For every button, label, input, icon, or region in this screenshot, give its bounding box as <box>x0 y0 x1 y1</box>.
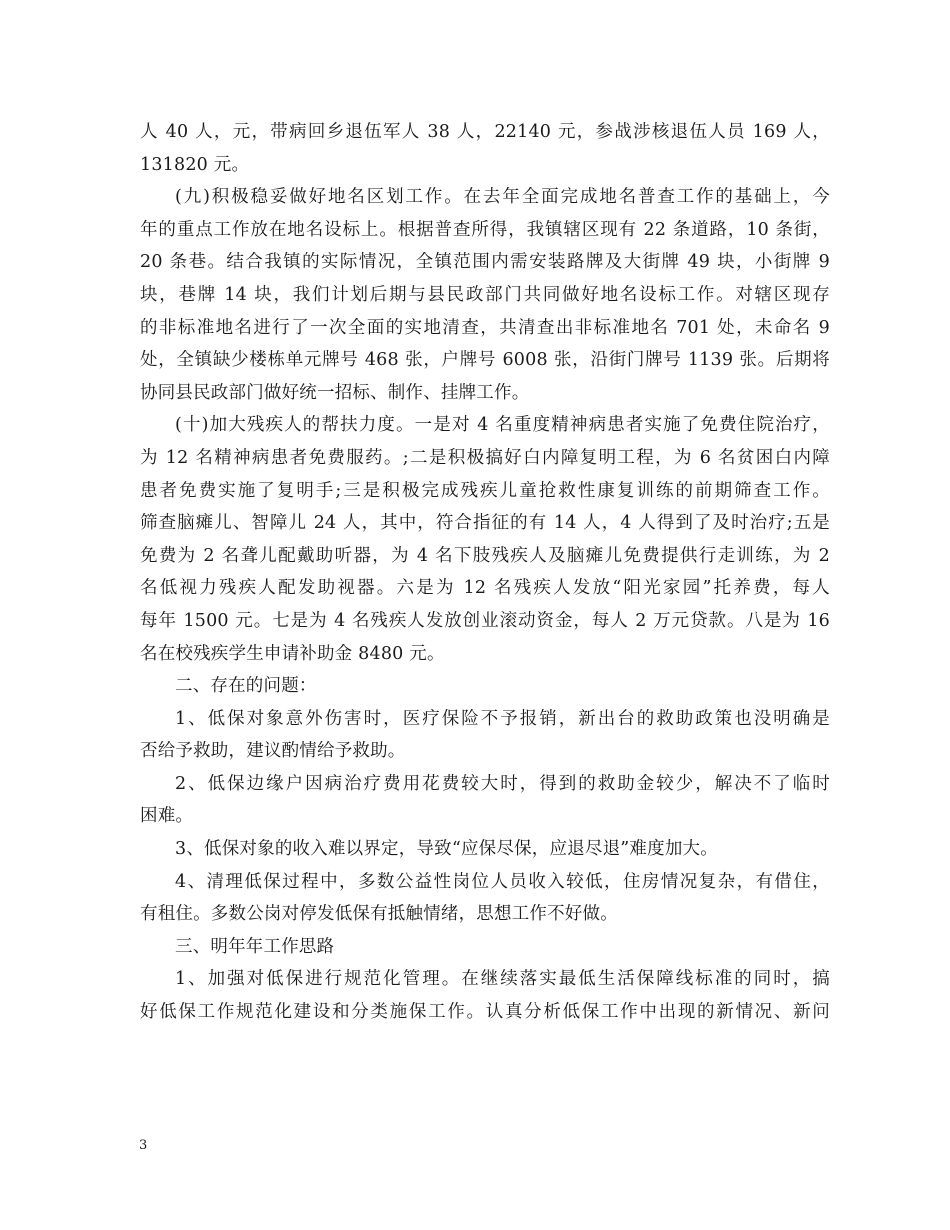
text-line: 患者免费实施了复明手;三是积极完成残疾儿童抢救性康复训练的前期筛查工作。 <box>140 480 830 501</box>
text-line: (九)积极稳妥做好地名区划工作。在去年全面完成地名普查工作的基础上，今 <box>175 187 830 208</box>
para-nine <box>140 181 830 409</box>
text-line: 131820 元。 <box>140 154 250 175</box>
text-line: 4、清理低保过程中，多数公益性岗位人员收入较低，住房情况复杂，有借住， <box>175 871 830 892</box>
text-line: 人 40 人，元，带病回乡退伍军人 38 人，22140 元，参战涉核退伍人员 169 人， <box>140 122 830 142</box>
text-line: 筛查脑瘫儿、智障儿 24 人，其中，符合指征的有 14 人，4 人得到了及时治疗;五是 <box>140 513 830 534</box>
para-ten <box>140 409 830 670</box>
page-number: 3 <box>139 1138 148 1153</box>
text-line: 困难。 <box>140 806 194 827</box>
text-line: 名低视力残疾人配发助视器。六是为 12 名残疾人发放“阳光家园”托养费，每人 <box>140 578 830 599</box>
text-line: 的非标准地名进行了一次全面的实地清查，共清查出非标准地名 701 处，未命名 9 <box>140 317 830 338</box>
para-problem-4 <box>140 866 830 931</box>
text-line: 三、明年年工作思路 <box>175 936 335 957</box>
text-line: 20 条巷。结合我镇的实际情况，全镇范围内需安装路牌及大街牌 49 块，小街牌 9 <box>140 252 830 273</box>
heading-next-year <box>140 931 830 964</box>
para-problem-2 <box>140 768 830 833</box>
text-line: 为 12 名精神病患者免费服药。;二是积极搞好白内障复明工程，为 6 名贫困白内障 <box>140 447 830 468</box>
para-problem-3 <box>140 833 830 866</box>
text-line: 1、加强对低保进行规范化管理。在继续落实最低生活保障线标准的同时，搞 <box>175 969 830 990</box>
para-problem-1 <box>140 703 830 768</box>
text-line: 协同县民政部门做好统一招标、制作、挂牌工作。 <box>140 382 530 403</box>
para-plan-1 <box>140 963 830 1028</box>
text-line: 二、存在的问题： <box>175 676 317 697</box>
heading-problems <box>140 670 830 703</box>
para-continuation <box>140 116 830 181</box>
text-line: 1、低保对象意外伤害时，医疗保险不予报销，新出台的救助政策也没明确是 <box>175 708 830 729</box>
document-body <box>140 116 830 1029</box>
text-line: 年的重点工作放在地名设标上。根据普查所得，我镇辖区现有 22 条道路，10 条街， <box>140 219 830 240</box>
text-line: 每年 1500 元。七是为 4 名残疾人发放创业滚动资金，每人 2 万元贷款。八是为 16 <box>140 610 830 631</box>
text-line: 2、低保边缘户因病治疗费用花费较大时，得到的救助金较少，解决不了临时 <box>175 773 830 794</box>
text-line: 块，巷牌 14 块，我们计划后期与县民政部门共同做好地名设标工作。对辖区现存 <box>140 284 830 305</box>
text-line: 有租住。多数公岗对停发低保有抵触情绪，思想工作不好做。 <box>140 904 618 925</box>
text-line: 名在校残疾学生申请补助金 8480 元。 <box>140 643 445 664</box>
text-line: 否给予救助，建议酌情给予救助。 <box>140 741 406 762</box>
text-line: 好低保工作规范化建设和分类施保工作。认真分析低保工作中出现的新情况、新问 <box>140 1002 830 1023</box>
text-line: 3、低保对象的收入难以界定，导致“应保尽保，应退尽退”难度加大。 <box>175 839 718 860</box>
text-line: 处，全镇缺少楼栋单元牌号 468 张，户牌号 6008 张，沿街门牌号 1139 张。后期将 <box>140 350 830 371</box>
text-line: 免费为 2 名聋儿配戴助听器，为 4 名下肢残疾人及脑瘫儿免费提供行走训练，为 2 <box>140 545 830 566</box>
text-line: (十)加大残疾人的帮扶力度。一是对 4 名重度精神病患者实施了免费住院治疗， <box>175 415 830 436</box>
